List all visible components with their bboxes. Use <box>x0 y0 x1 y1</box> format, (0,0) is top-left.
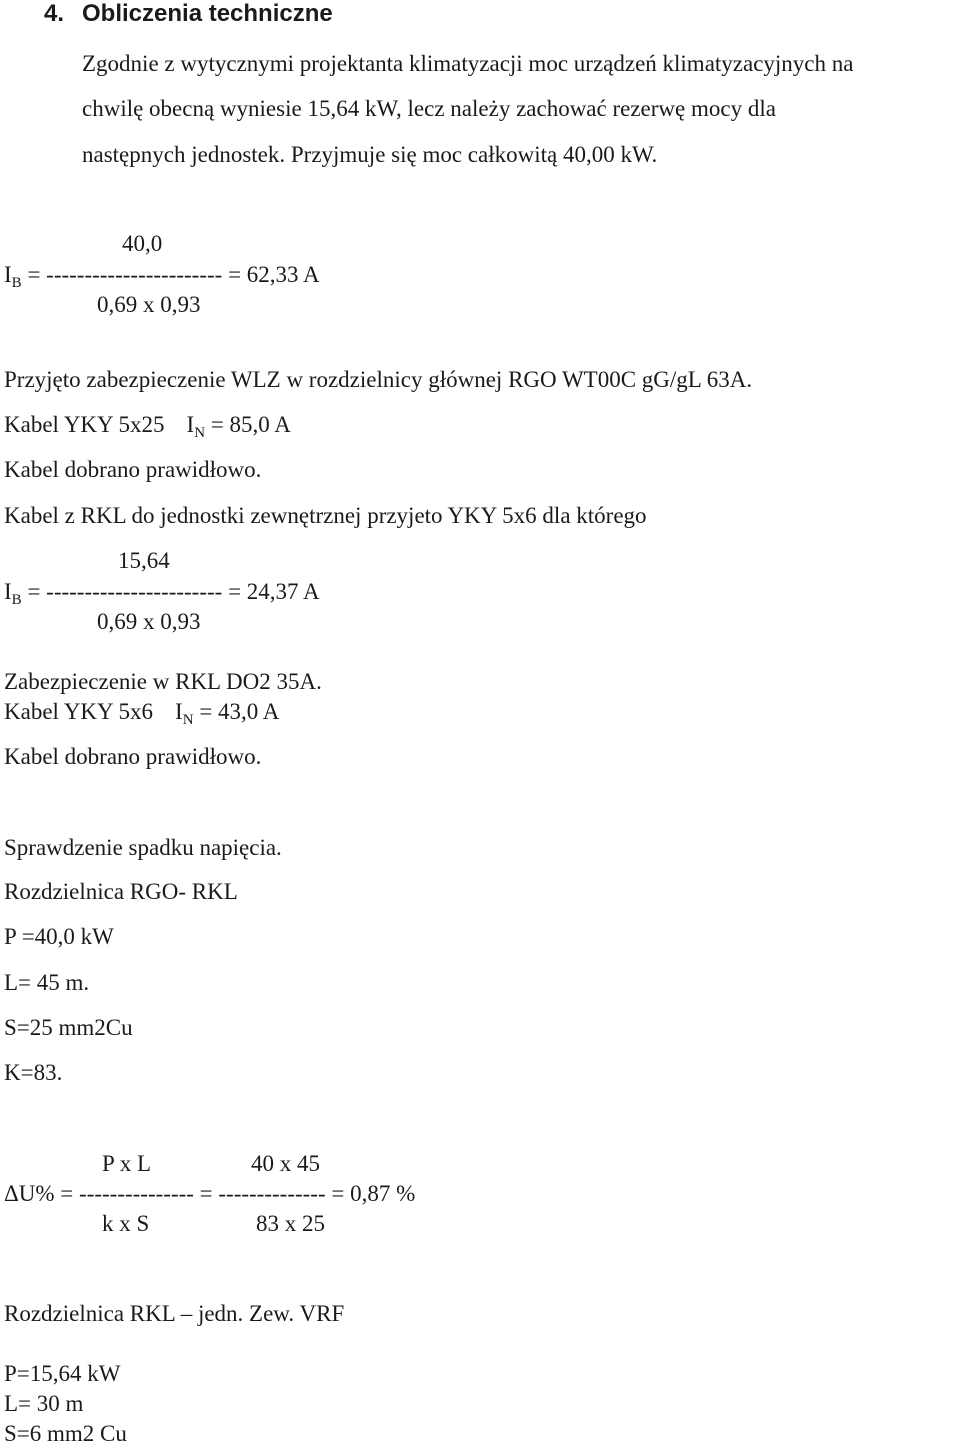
voltage-drop-title: Sprawdzenie spadku napięcia. <box>4 835 282 860</box>
section-title: Obliczenia techniczne <box>82 0 333 27</box>
section-number: 4. <box>44 0 65 27</box>
cable1-prefix: Kabel YKY 5x25 <box>4 412 165 437</box>
formula2-rhs: = ----------------------- = 24,37 A <box>21 579 320 604</box>
formula3-num-symbolic: P x L <box>102 1151 151 1176</box>
formula1-subscript: B <box>11 275 22 291</box>
cable1-subscript: N <box>194 425 206 441</box>
param-l: L= 45 m. <box>4 970 90 995</box>
cable-yky-5x25 <box>4 412 291 441</box>
cable2-prefix: Kabel YKY 5x6 <box>4 699 154 724</box>
cable2-symbol: I <box>175 699 183 724</box>
cable1-value: = 85,0 A <box>205 412 291 437</box>
param-p: P =40,0 kW <box>4 924 114 949</box>
param-s: S=25 mm2Cu <box>4 1015 133 1040</box>
formula2-line <box>4 579 320 608</box>
formula2-symbol: I <box>4 579 12 604</box>
segment-rkl-vrf: Rozdzielnica RKL – jedn. Zew. VRF <box>4 1301 345 1326</box>
segment-rgo-rkl: Rozdzielnica RGO- RKL <box>4 879 238 904</box>
cable-yky-5x6 <box>4 699 280 728</box>
result-1: Kabel dobrano prawidłowo. <box>4 457 262 482</box>
protection-rkl: Zabezpieczenie w RKL DO2 35A. <box>4 669 322 694</box>
intro-line-1: Zgodnie z wytycznymi projektanta klimatyzacji moc urządzeń klimatyzacyjnych na <box>82 51 854 76</box>
protection-wlz: Przyjęto zabezpieczenie WLZ w rozdzielnicy głównej RGO WT00C gG/gL 63A. <box>4 367 753 392</box>
formula1-numerator: 40,0 <box>122 231 163 256</box>
formula1-line <box>4 262 320 291</box>
formula2-numerator: 15,64 <box>118 548 170 573</box>
formula1-rhs: = ----------------------- = 62,33 A <box>21 262 320 287</box>
cable-rkl: Kabel z RKL do jednostki zewnętrznej przyjeto YKY 5x6 dla którego <box>4 503 647 528</box>
cable2-value: = 43,0 A <box>193 699 280 724</box>
segment2-l: L= 30 m <box>4 1391 84 1416</box>
segment2-s: S=6 mm2 Cu <box>4 1421 127 1446</box>
formula3-den-symbolic: k x S <box>102 1211 150 1236</box>
formula3-num-numeric: 40 x 45 <box>251 1151 320 1176</box>
intro-line-3: następnych jednostek. Przyjmuje się moc całkowitą 40,00 kW. <box>82 142 658 167</box>
intro-line-2: chwilę obecną wyniesie 15,64 kW, lecz należy zachować rezerwę mocy dla <box>82 96 776 121</box>
formula3-den-numeric: 83 x 25 <box>256 1211 325 1236</box>
segment2-p: P=15,64 kW <box>4 1361 121 1386</box>
cable2-subscript: N <box>182 712 194 728</box>
result-2: Kabel dobrano prawidłowo. <box>4 744 262 769</box>
cable1-symbol: I <box>186 412 195 437</box>
formula1-denominator: 0,69 x 0,93 <box>97 292 201 317</box>
formula2-denominator: 0,69 x 0,93 <box>97 609 201 634</box>
formula3-line: ΔU% = --------------- = -------------- = 0,87 % <box>4 1181 416 1206</box>
formula2-subscript: B <box>11 592 22 608</box>
formula1-symbol: I <box>4 262 12 287</box>
param-k: K=83. <box>4 1060 63 1085</box>
